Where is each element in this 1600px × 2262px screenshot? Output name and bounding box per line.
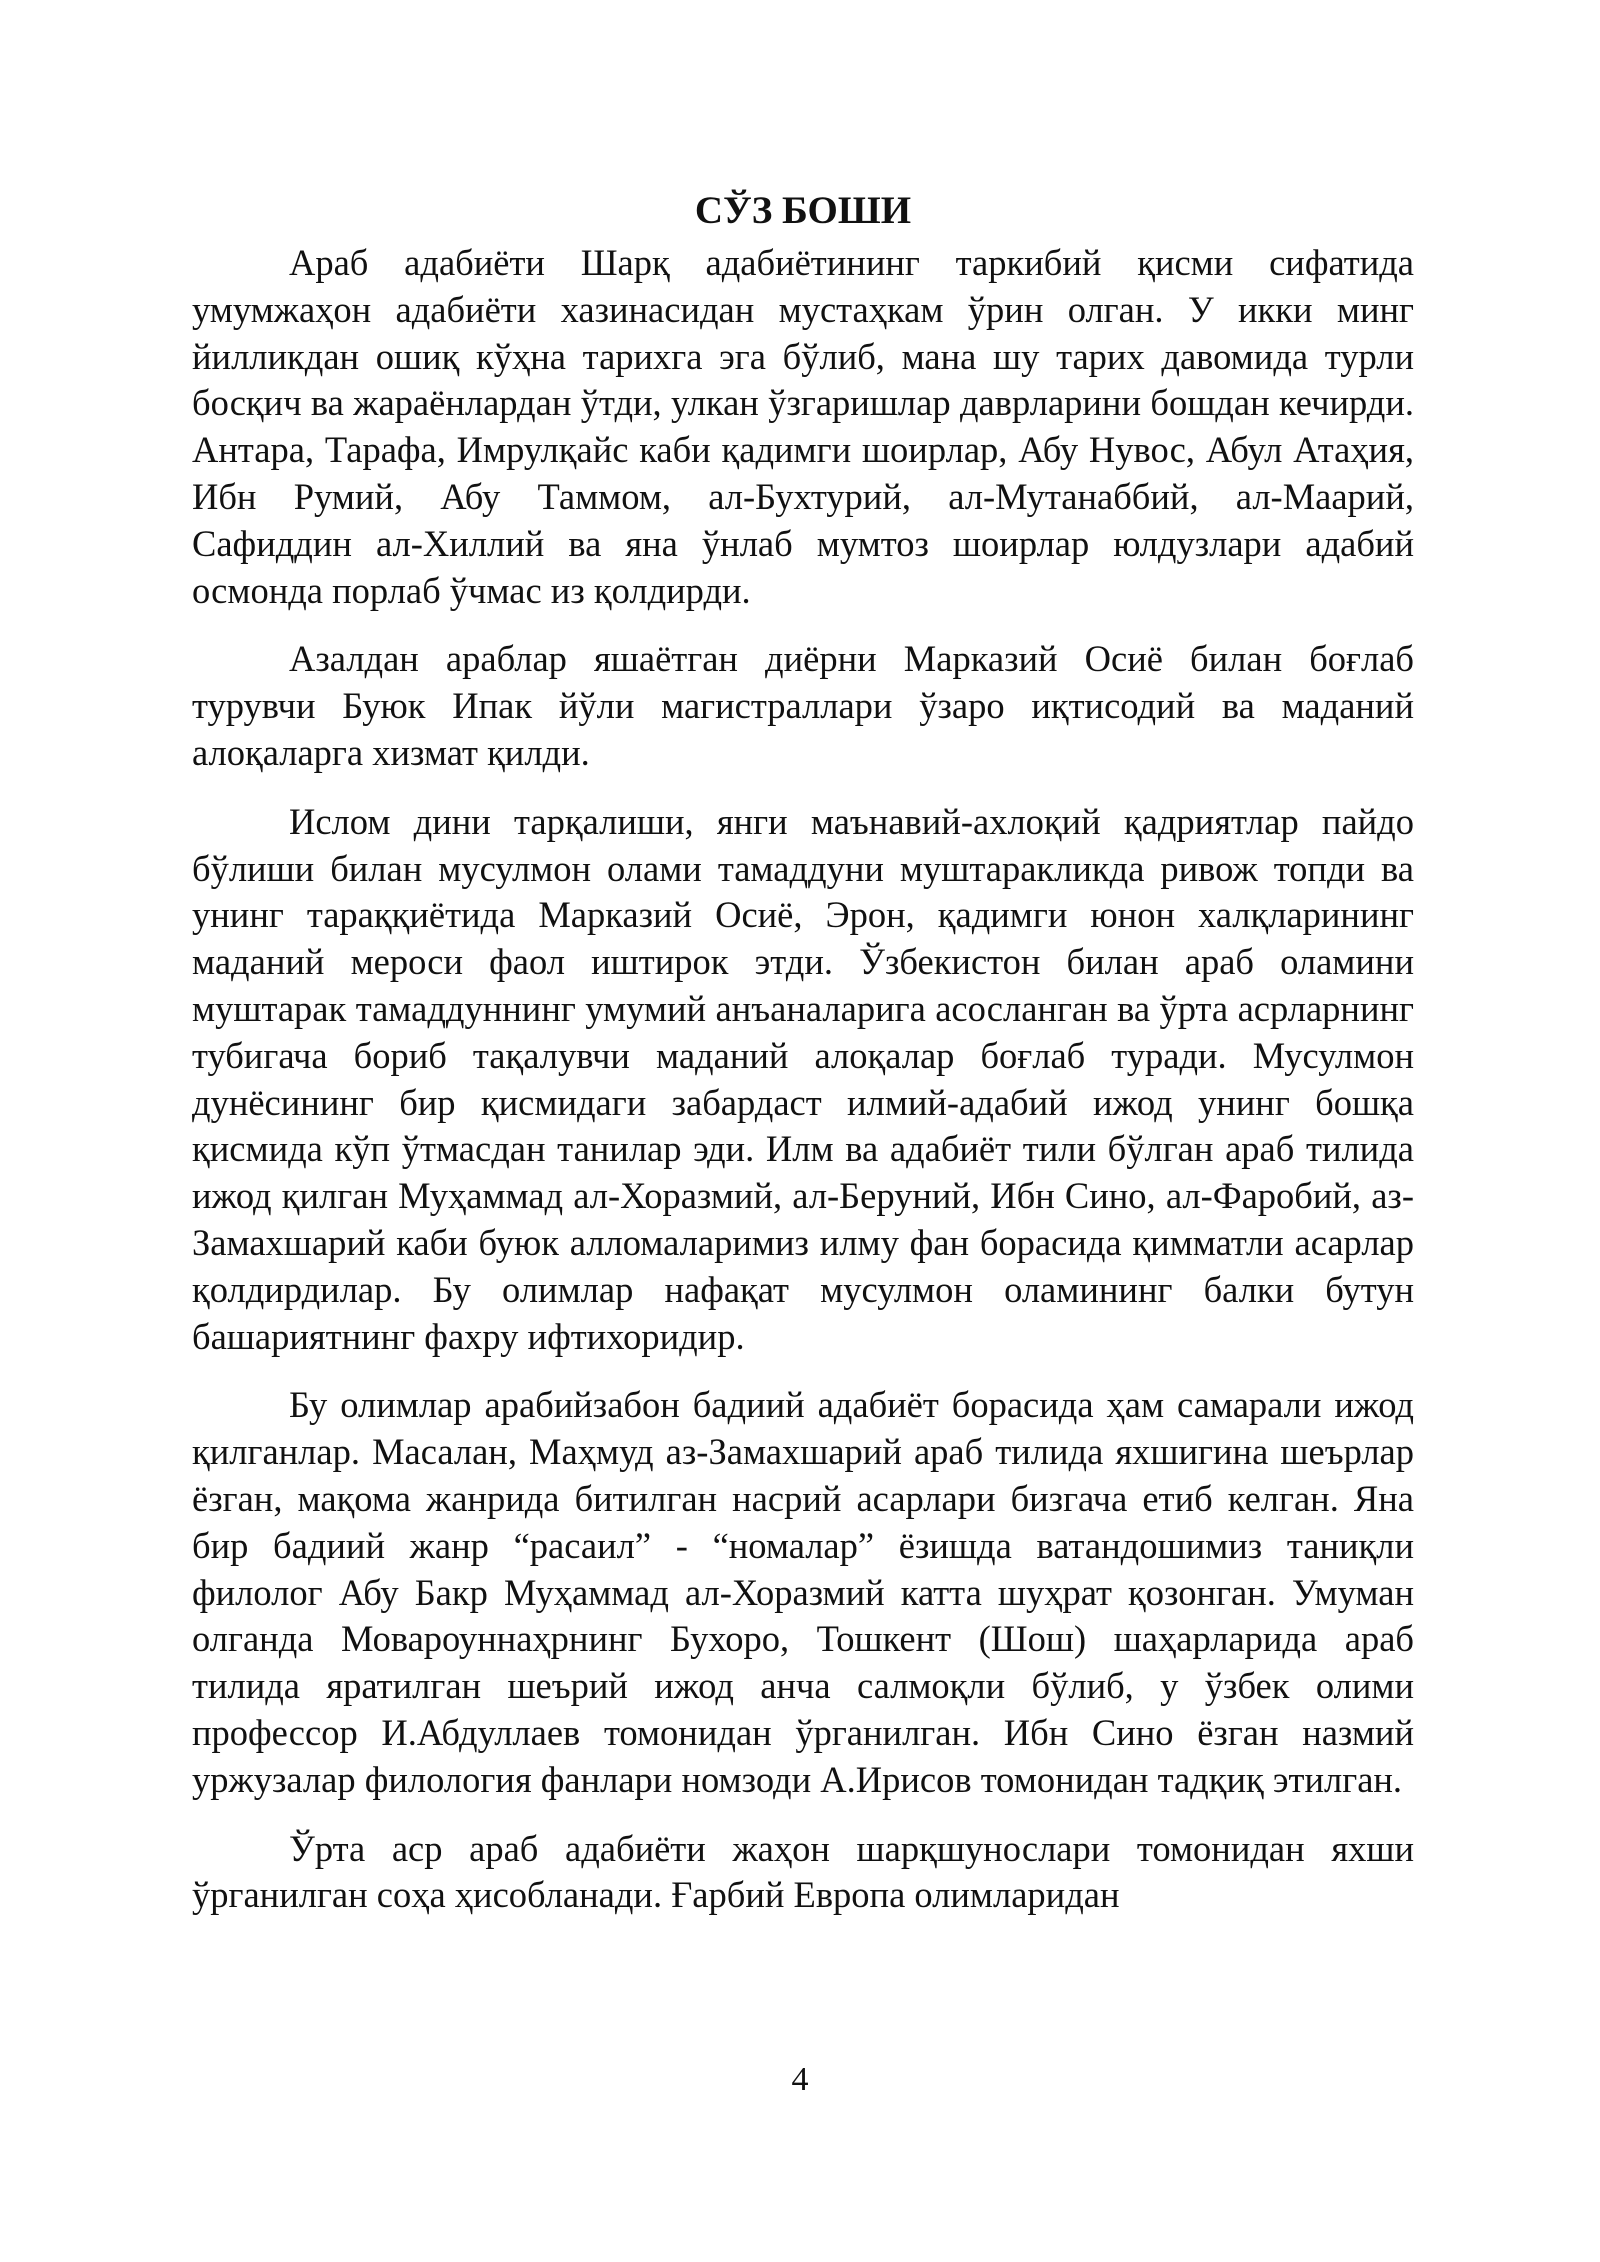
paragraph: Ўрта аср араб адабиёти жаҳон шарқшунослари томонидан яхши ўрганилган соҳа ҳисобланади. Ғарбий Европа олимларидан: [192, 1827, 1414, 1916]
page-title: СЎЗ БОШИ: [694, 189, 912, 232]
page-number: 4: [791, 2061, 809, 2098]
paragraph: Азалдан араблар яшаётган диёрни Марказий Осиё билан боғлаб турувчи Буюк Ипак йўли магистраллари ўзаро иқтисодий ва маданий алоқаларга хизмат қилди.: [192, 638, 1414, 773]
paragraph: Араб адабиёти Шарқ адабиётининг таркибий қисми сифатида умумжаҳон адабиёти хазинасидан мустаҳкам ўрин олган. У икки минг йилликдан ошиқ кўҳна тарихга эга бўлиб, мана шу тарих давомида турли босқич ва жараёнлардан ўтди, улкан ўзгаришлар даврларини бошдан кечирди. Антара, Тарафа, Имрулқайс каби қадимги шоирлар, Абу Нувос, Абул Атаҳия, Ибн Румий, Абу Таммом, ал-Бухтурий, ал-Мутанаббий, ал-Маарий, Сафиддин ал-Хиллий ва яна ўнлаб мумтоз шоирлар юлдузлари адабий осмонда порлаб ўчмас из қолдирди.: [192, 242, 1414, 611]
document-page: [192, 188, 1414, 1941]
paragraph: Ислом дини тарқалиши, янги маънавий-ахлоқий қадриятлар пайдо бўлиши билан мусулмон олами тамаддуни муштаракликда ривож топди ва унинг тараққиётида Марказий Осиё, Эрон, қадимги юнон халқларининг маданий мероси фаол иштирок этди. Ўзбекистон билан араб оламини муштарак тамаддуннинг умумий анъаналарига асосланган ва ўрта асрларнинг тубигача бориб тақалувчи маданий алоқалар боғлаб туради. Мусулмон дунёсининг бир қисмидаги забардаст илмий-адабий ижод унинг бошқа қисмида кўп ўтмасдан танилар эди. Илм ва адабиёт тили бўлган араб тилида ижод қилган Муҳаммад ал-Хоразмий, ал-Беруний, Ибн Сино, ал-Фаробий, аз-Замахшарий каби буюк алломаларимиз илму фан борасида қимматли асарлар қолдирдилар. Бу олимлар нафақат мусулмон оламининг балки бутун башариятнинг фахру ифтихоридир.: [192, 800, 1414, 1357]
paragraph: Бу олимлар арабийзабон бадиий адабиёт борасида ҳам самарали ижод қилганлар. Масалан, Маҳмуд аз-Замахшарий араб тилида яхшигина шеърлар ёзган, мақома жанрида битилган насрий асарлари бизгача етиб келган. Яна бир бадиий жанр “расаил” - “номалар” ёзишда ватандошимиз таниқли филолог Абу Бакр Муҳаммад ал-Хоразмий катта шуҳрат қозонган. Умуман олганда Мовароуннаҳрнинг Бухоро, Тошкент (Шош) шаҳарларида араб тилида яратилган шеърий ижод анча салмоқли бўлиб, у ўзбек олими профессор И.Абдуллаев томонидан ўрганилган. Ибн Сино ёзган назмий уржузалар филология фанлари номзоди А.Ирисов томонидан тадқиқ этилган.: [192, 1384, 1414, 1800]
